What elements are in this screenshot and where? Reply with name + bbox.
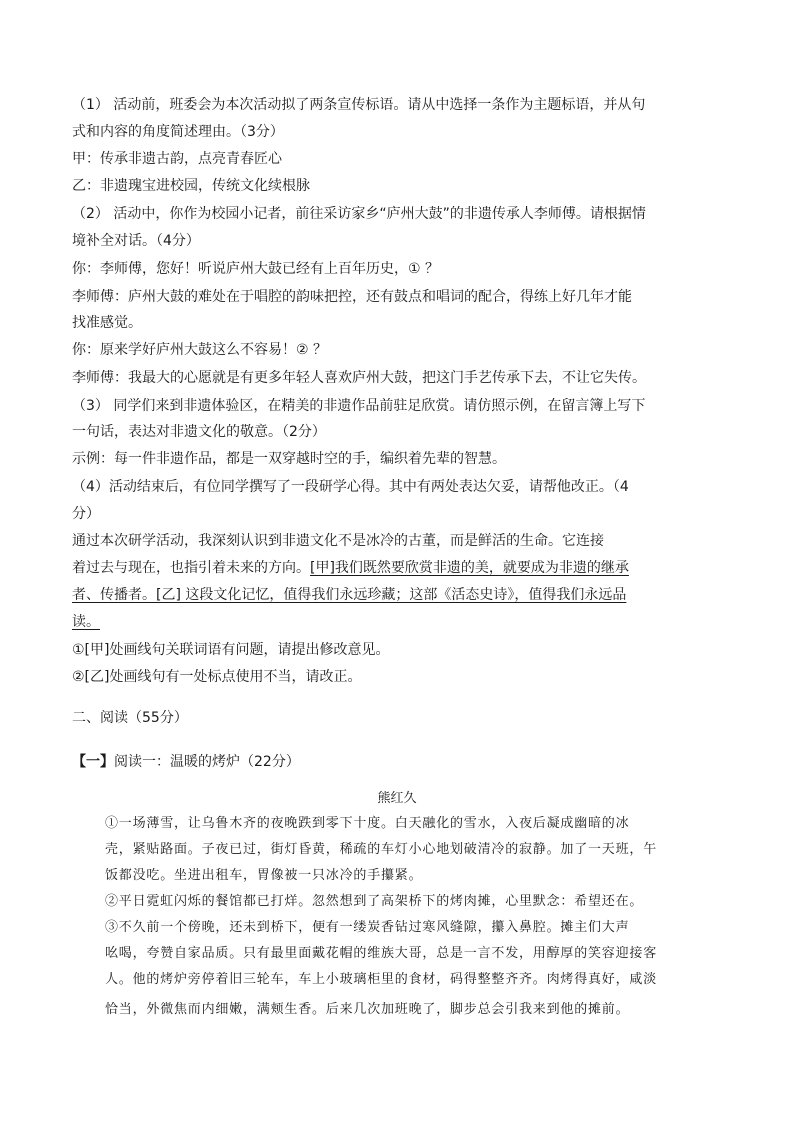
essay-line4: 读。	[72, 614, 100, 630]
essay-line2	[72, 558, 722, 578]
reading-line-5: ③不久前一个傍晚，还未到桥下，便有一缕炭香钻过寒风缝隙，攥入鼻腔。摊主们大声	[105, 920, 630, 935]
q4-line2: 分）	[72, 506, 100, 522]
essay-line3: 者、传播者。[乙] 这段文化记忆，值得我们永远珍藏；这部《活态史诗》，值得我们永远品	[72, 587, 627, 603]
reading-line-4: ②平日霓虹闪烁的餐馆都已打烊。忽然想到了高架桥下的烤肉摊，心里默念：希望还在。	[105, 894, 644, 909]
reading-line-2: 壳，紧贴路面。子夜已过，街灯昏黄，稀疏的车灯小心地划破清冷的寂静。加了一天班，午	[105, 842, 658, 857]
q4-sub2: ②[乙]处画线句有一处标点使用不当，请改正。	[72, 669, 362, 685]
heading-text: 阅读一：温暖的烤炉（22分）	[114, 754, 300, 770]
dialogue-3: 你：原来学好庐州大鼓这么不容易！② ？	[72, 342, 327, 358]
reading-line-1: ①一场薄雪，让乌鲁木齐的夜晚跌到零下十度。白天融化的雪水，入夜后凝成幽暗的冰	[105, 816, 630, 831]
slogan-yi: 乙：非遗瑰宝进校园，传统文化续根脉	[72, 178, 310, 194]
essay-line2-plain: 着过去与现在，也指引着未来的方向。	[72, 560, 310, 576]
reading-line-7: 人。他的烤炉旁停着旧三轮车，车上小玻璃柜里的食材，码得整整齐齐。肉烤得真好，咸淡	[105, 972, 658, 987]
section-title-reading: 二、阅读（55分）	[72, 710, 188, 726]
reading-line-8: 恰当，外微焦而内细嫩，满颊生香。后来几次加班晚了，脚步总会引我来到他的摊前。	[105, 1002, 630, 1017]
q4-line1: （4）活动结束后，有位同学撰写了一段研学心得。其中有两处表达欠妥，请帮他改正。（4	[72, 479, 629, 495]
reading-author: 熊红久	[377, 791, 417, 806]
q3-line1: （3） 同学们来到非遗体验区，在精美的非遗作品前驻足欣赏。请仿照示例，在留言簿上写下	[72, 398, 646, 414]
slogan-jia: 甲：传承非遗古韵，点亮青春匠心	[72, 151, 282, 167]
heading-tag: 【一】	[72, 754, 114, 770]
reading-line-6: 吆喝，夸赞自家品质。只有最里面戴花帽的维族大哥，总是一言不发，用醇厚的笑容迎接客	[105, 946, 658, 961]
essay-line1: 通过本次研学活动，我深刻认识到非遗文化不是冰冷的古董，而是鲜活的生命。它连接	[72, 533, 604, 549]
dialogue-1: 你：李师傅，您好！听说庐州大鼓已经有上百年历史，① ？	[72, 261, 439, 277]
q2-line2: 境补全对话。（4分）	[72, 233, 200, 249]
q1-line1: （1） 活动前，班委会为本次活动拟了两条宣传标语。请从中选择一条作为主题标语，并从句	[72, 97, 646, 113]
q1-line2: 式和内容的角度简述理由。（3分）	[72, 124, 284, 140]
q4-sub1: ①[甲]处画线句关联词语有问题，请提出修改意见。	[72, 642, 390, 658]
dialogue-2a: 李师傅：庐州大鼓的难处在于唱腔的韵味把控，还有鼓点和唱词的配合，得练上好几年才能	[72, 289, 632, 305]
q2-line1: （2） 活动中，你作为校园小记者，前往采访家乡“庐州大鼓”的非遗传承人李师傅。请根据情	[72, 206, 646, 222]
underlined-sentence-jia: [甲]我们既然要欣赏非遗的美，就要成为非遗的继承	[310, 560, 629, 576]
reading-line-3: 饭都没吃。坐进出租车，胃像被一只冰冷的手攥紧。	[105, 868, 423, 883]
dialogue-4: 李师傅：我最大的心愿就是有更多年轻人喜欢庐州大鼓，把这门手艺传承下去，不让它失传。	[72, 370, 646, 386]
q3-line2: 一句话，表达对非遗文化的敬意。（2分）	[72, 424, 326, 440]
q3-example: 示例：每一件非遗作品，都是一双穿越时空的手，编织着先辈的智慧。	[72, 451, 506, 467]
dialogue-2b: 找准感觉。	[72, 315, 142, 331]
reading1-heading	[72, 752, 722, 772]
